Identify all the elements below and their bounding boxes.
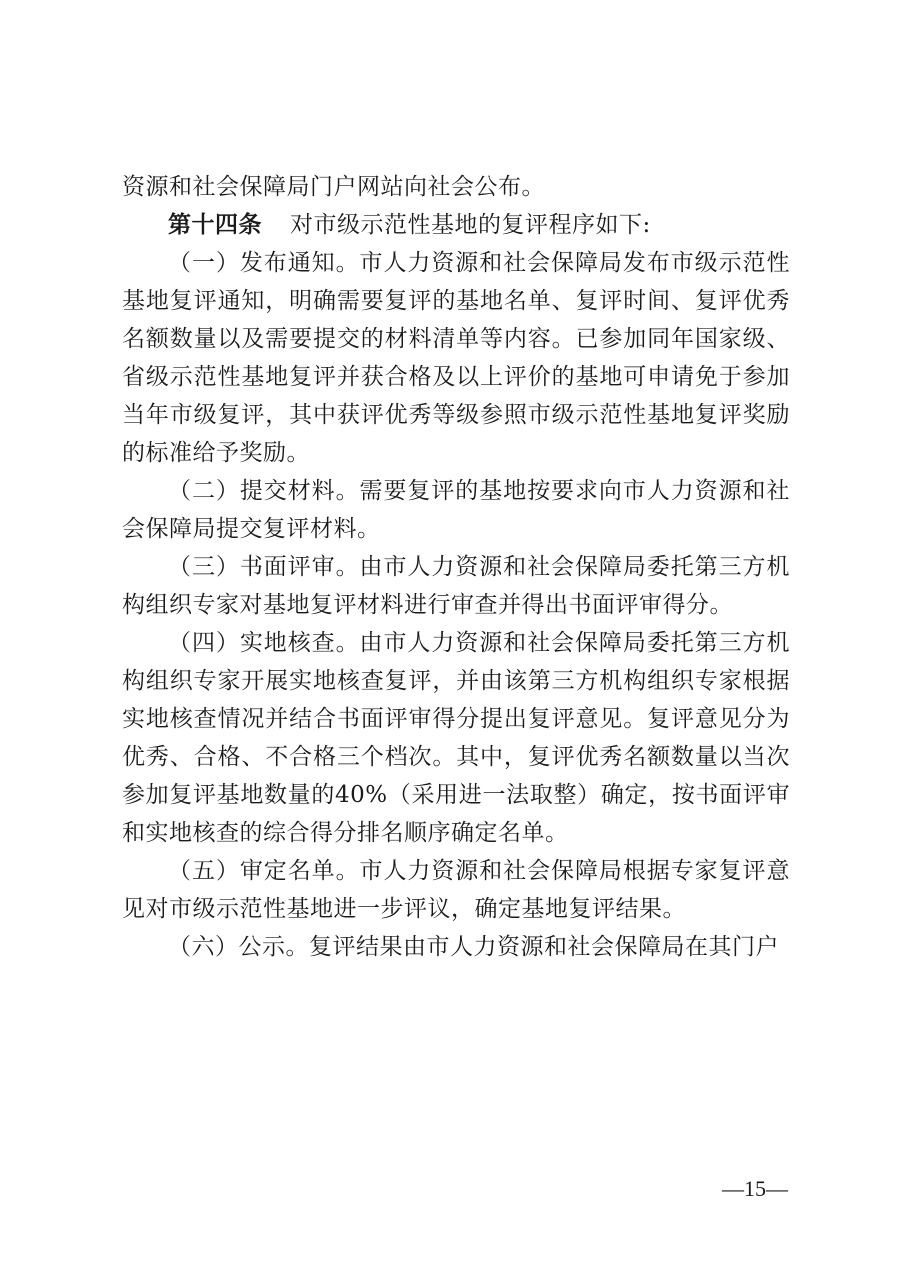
item-6-paragraph: （六）公示。复评结果由市人力资源和社会保障局在其门户: [168, 934, 779, 960]
item-4-paragraph: （四）实地核查。由市人力资源和社会保障局委托第三方机构组织专家开展实地核查复评，并由该第三方机构组织专家根据实地核查情况并结合书面评审得分提出复评意见。复评意见分为优秀、合格、不合格三个档次。其中，复评优秀名额数量以当次参加复评基地数量的40%（采用进一法取整）确定，按书面评审和实地核查的综合得分排名顺序确定名单。: [122, 630, 790, 846]
continuation-paragraph: 资源和社会保障局门户网站向社会公布。: [122, 174, 545, 200]
article-intro-text: 对市级示范性基地的复评程序如下:: [290, 212, 651, 238]
article-14-paragraph: [122, 206, 790, 244]
page-number: —15—: [722, 1176, 788, 1201]
item-5-paragraph: （五）审定名单。市人力资源和社会保障局根据专家复评意见对市级示范性基地进一步评议，确定基地复评结果。: [122, 858, 790, 922]
document-body: [122, 168, 790, 966]
article-heading: 第十四条: [168, 212, 262, 238]
item-2-paragraph: （二）提交材料。需要复评的基地按要求向市人力资源和社会保障局提交复评材料。: [122, 478, 790, 542]
item-3-paragraph: （三）书面评审。由市人力资源和社会保障局委托第三方机构组织专家对基地复评材料进行审查并得出书面评审得分。: [122, 554, 790, 618]
item-1-paragraph: （一）发布通知。市人力资源和社会保障局发布市级示范性基地复评通知，明确需要复评的基地名单、复评时间、复评优秀名额数量以及需要提交的材料清单等内容。已参加同年国家级、省级示范性基地复评并获合格及以上评价的基地可申请免于参加当年市级复评，其中获评优秀等级参照市级示范性基地复评奖励的标准给予奖励。: [122, 250, 790, 466]
